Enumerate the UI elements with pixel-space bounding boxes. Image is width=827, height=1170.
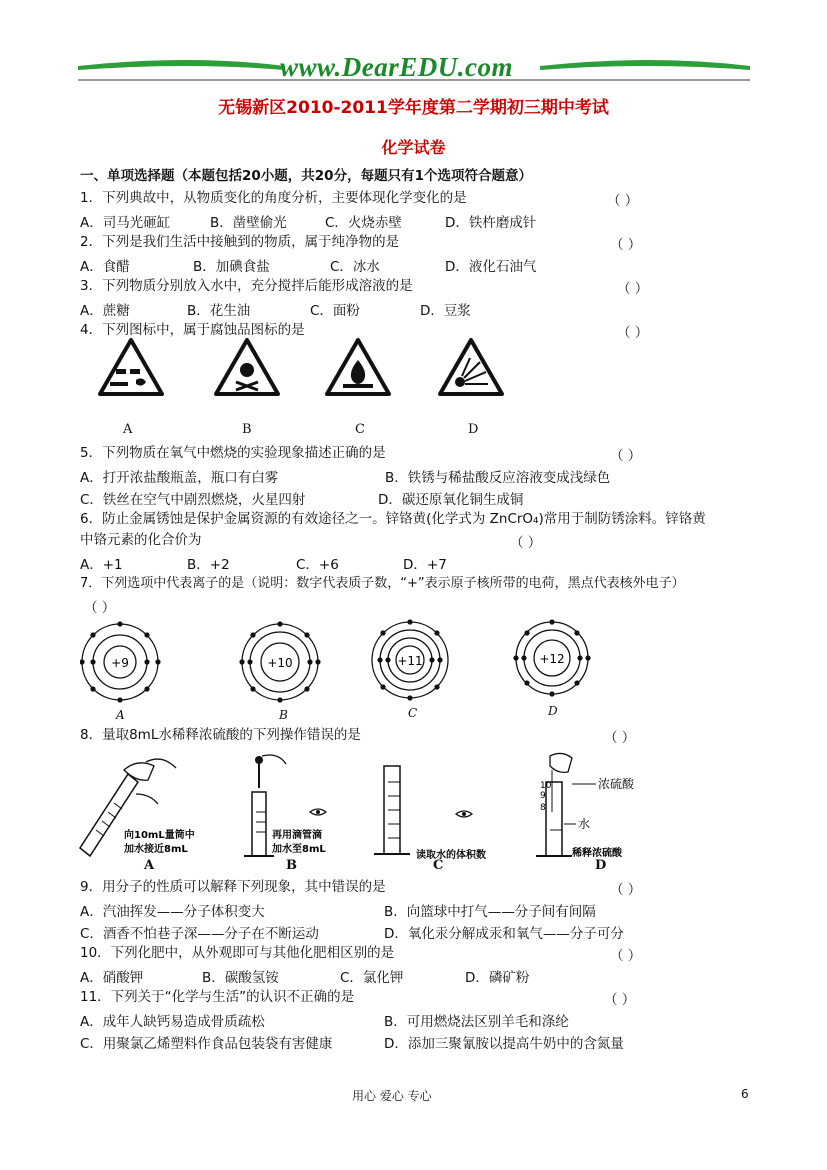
q7-answer-blank: （ ） [84, 600, 116, 616]
q8-answer-blank: （ ） [604, 730, 636, 746]
q8-label-d: D [595, 858, 607, 873]
q1-option-c: C．火烧赤壁 [325, 215, 402, 231]
q11-option-a: A．成年人缺钙易造成骨质疏松 [80, 1014, 265, 1030]
page-title: 无锡新区2010-2011学年度第二学期初三期中考试 [218, 98, 609, 118]
q3-option-d: D．豆浆 [420, 303, 471, 319]
q11-answer-blank: （ ） [604, 992, 636, 1008]
q2-option-c: C．冰水 [330, 259, 380, 275]
q11-stem: 11．下列关于“化学与生活”的认识不正确的是 [80, 989, 355, 1005]
q4-label-d: D [468, 422, 479, 437]
q8d-scale-10: 10 [540, 781, 552, 791]
q8d-acid-label: 浓硫酸 [598, 777, 635, 791]
q2-answer-blank: （ ） [610, 237, 642, 253]
section-heading: 一、单项选择题（本题包括20小题，共20分，每题只有1个选项符合题意） [80, 168, 532, 184]
q1-option-b: B．凿壁偷光 [210, 215, 287, 231]
q6-option-a: A．+1 [80, 557, 123, 573]
q7-label-c: C [408, 706, 418, 720]
explosive-sign-icon [436, 336, 506, 398]
q4-label-c: C [355, 422, 365, 437]
q9-option-d: D．氧化汞分解成汞和氧气——分子可分 [384, 926, 624, 942]
q9-option-c: C．酒香不怕巷子深——分子在不断运动 [80, 926, 319, 942]
q6-stem-line2: 中铬元素的化合价为 [80, 532, 202, 548]
q3-stem: 3．下列物质分别放入水中，充分搅拌后能形成溶液的是 [80, 278, 413, 294]
footer-motto: 用心 爱心 专心 [352, 1089, 432, 1103]
page-number: 6 [741, 1087, 749, 1101]
q8-label-b: B [286, 858, 297, 873]
q5-option-a: A．打开浓盐酸瓶盖，瓶口有白雾 [80, 470, 279, 486]
q6-option-c: C．+6 [296, 557, 339, 573]
q8-label-c: C [433, 858, 444, 873]
q6-stem-line1: 6．防止金属锈蚀是保护金属资源的有效途径之一。锌铬黄(化学式为 ZnCrO₄)常用于制防锈涂料。锌铬黄 [80, 511, 706, 527]
q2-option-a: A．食醋 [80, 259, 130, 275]
q5-option-b: B．铁锈与稀盐酸反应溶液变成浅绿色 [385, 470, 611, 486]
q10-answer-blank: （ ） [610, 948, 642, 964]
q5-option-d: D．碳还原氧化铜生成铜 [378, 492, 524, 508]
q8d-water-label: 水 [578, 817, 591, 831]
q7-atom-diagrams [80, 618, 680, 706]
toxic-sign-icon [212, 336, 282, 398]
q8b-caption-line2: 加水至8mL [272, 844, 326, 855]
q3-option-a: A．蔗糖 [80, 303, 130, 319]
q3-option-c: C．面粉 [310, 303, 360, 319]
q8b-caption-line1: 再用滴管滴 [272, 830, 322, 841]
q8a-caption-line2: 加水接近8mL [124, 844, 188, 855]
q9-option-b: B．向篮球中打气——分子间有间隔 [384, 904, 596, 920]
q9-stem: 9．用分子的性质可以解释下列现象，其中错误的是 [80, 879, 386, 895]
corrosive-sign-icon [96, 336, 166, 398]
q3-option-b: B．花生油 [187, 303, 251, 319]
nucleus-b: +10 [267, 656, 293, 670]
q1-option-d: D．铁杵磨成针 [445, 215, 537, 231]
q8-label-a: A [144, 858, 155, 873]
q1-option-a: A．司马光砸缸 [80, 215, 171, 231]
q11-option-b: B．可用燃烧法区别羊毛和涤纶 [384, 1014, 569, 1030]
q1-stem: 1．下列典故中，从物质变化的角度分析，主要体现化学变化的是 [80, 190, 467, 206]
q7-label-d: D [548, 704, 558, 718]
q10-option-c: C．氯化钾 [340, 970, 404, 986]
q8a-caption-line1: 向10mL量筒中 [124, 830, 195, 841]
q8d-caption: 稀释浓硫酸 [572, 848, 622, 859]
q7-label-b: B [279, 708, 288, 722]
q2-option-b: B．加碘食盐 [193, 259, 270, 275]
q4-answer-blank: （ ） [617, 325, 649, 341]
q6-answer-blank: （ ） [510, 535, 542, 551]
nucleus-a: +9 [111, 656, 129, 670]
q10-option-d: D．磷矿粉 [465, 970, 530, 986]
q10-option-a: A．硝酸钾 [80, 970, 144, 986]
q10-option-b: B．碳酸氢铵 [202, 970, 279, 986]
q5-answer-blank: （ ） [610, 448, 642, 464]
q8-lab-diagrams [76, 752, 656, 860]
q9-option-a: A．汽油挥发——分子体积变大 [80, 904, 265, 920]
q2-option-d: D．液化石油气 [445, 259, 537, 275]
nucleus-d: +12 [539, 652, 565, 666]
q8d-scale-9: 9 [540, 791, 546, 801]
cylinder-reading-c [374, 766, 472, 854]
q5-stem: 5．下列物质在氧气中燃烧的实验现象描述正确的是 [80, 445, 386, 461]
page-subtitle: 化学试卷 [381, 138, 446, 157]
flammable-sign-icon [323, 336, 393, 398]
q4-stem: 4．下列图标中，属于腐蚀品图标的是 [80, 322, 305, 338]
nucleus-c: +11 [397, 654, 423, 668]
tilted-cylinder-a [80, 759, 176, 856]
q8-stem: 8．量取8mL水稀释浓硫酸的下列操作错误的是 [80, 727, 361, 743]
q3-answer-blank: （ ） [617, 281, 649, 297]
q1-answer-blank: （ ） [607, 193, 639, 209]
q11-option-c: C．用聚氯乙烯塑料作食品包装袋有害健康 [80, 1036, 333, 1052]
q7-label-a: A [116, 708, 125, 722]
q7-stem: 7．下列选项中代表离子的是（说明：数字代表质子数，“+”表示原子核所带的电荷，黑点代表核外电子） [80, 576, 685, 591]
q10-stem: 10．下列化肥中，从外观即可与其他化肥相区别的是 [80, 945, 395, 961]
q6-option-d: D．+7 [403, 557, 447, 573]
q4-label-b: B [242, 422, 252, 437]
q6-option-b: B．+2 [187, 557, 230, 573]
site-logo: www.DearEDU.com [280, 52, 514, 82]
q9-answer-blank: （ ） [610, 882, 642, 898]
q2-stem: 2．下列是我们生活中接触到的物质，属于纯净物的是 [80, 234, 400, 250]
q8c-caption: 读取水的体积数 [416, 850, 486, 860]
q8d-scale-8: 8 [540, 803, 546, 813]
q4-label-a: A [123, 422, 133, 437]
q5-option-c: C．铁丝在空气中剧烈燃烧，火星四射 [80, 492, 306, 508]
q11-option-d: D．添加三聚氰胺以提高牛奶中的含氮量 [384, 1036, 624, 1052]
